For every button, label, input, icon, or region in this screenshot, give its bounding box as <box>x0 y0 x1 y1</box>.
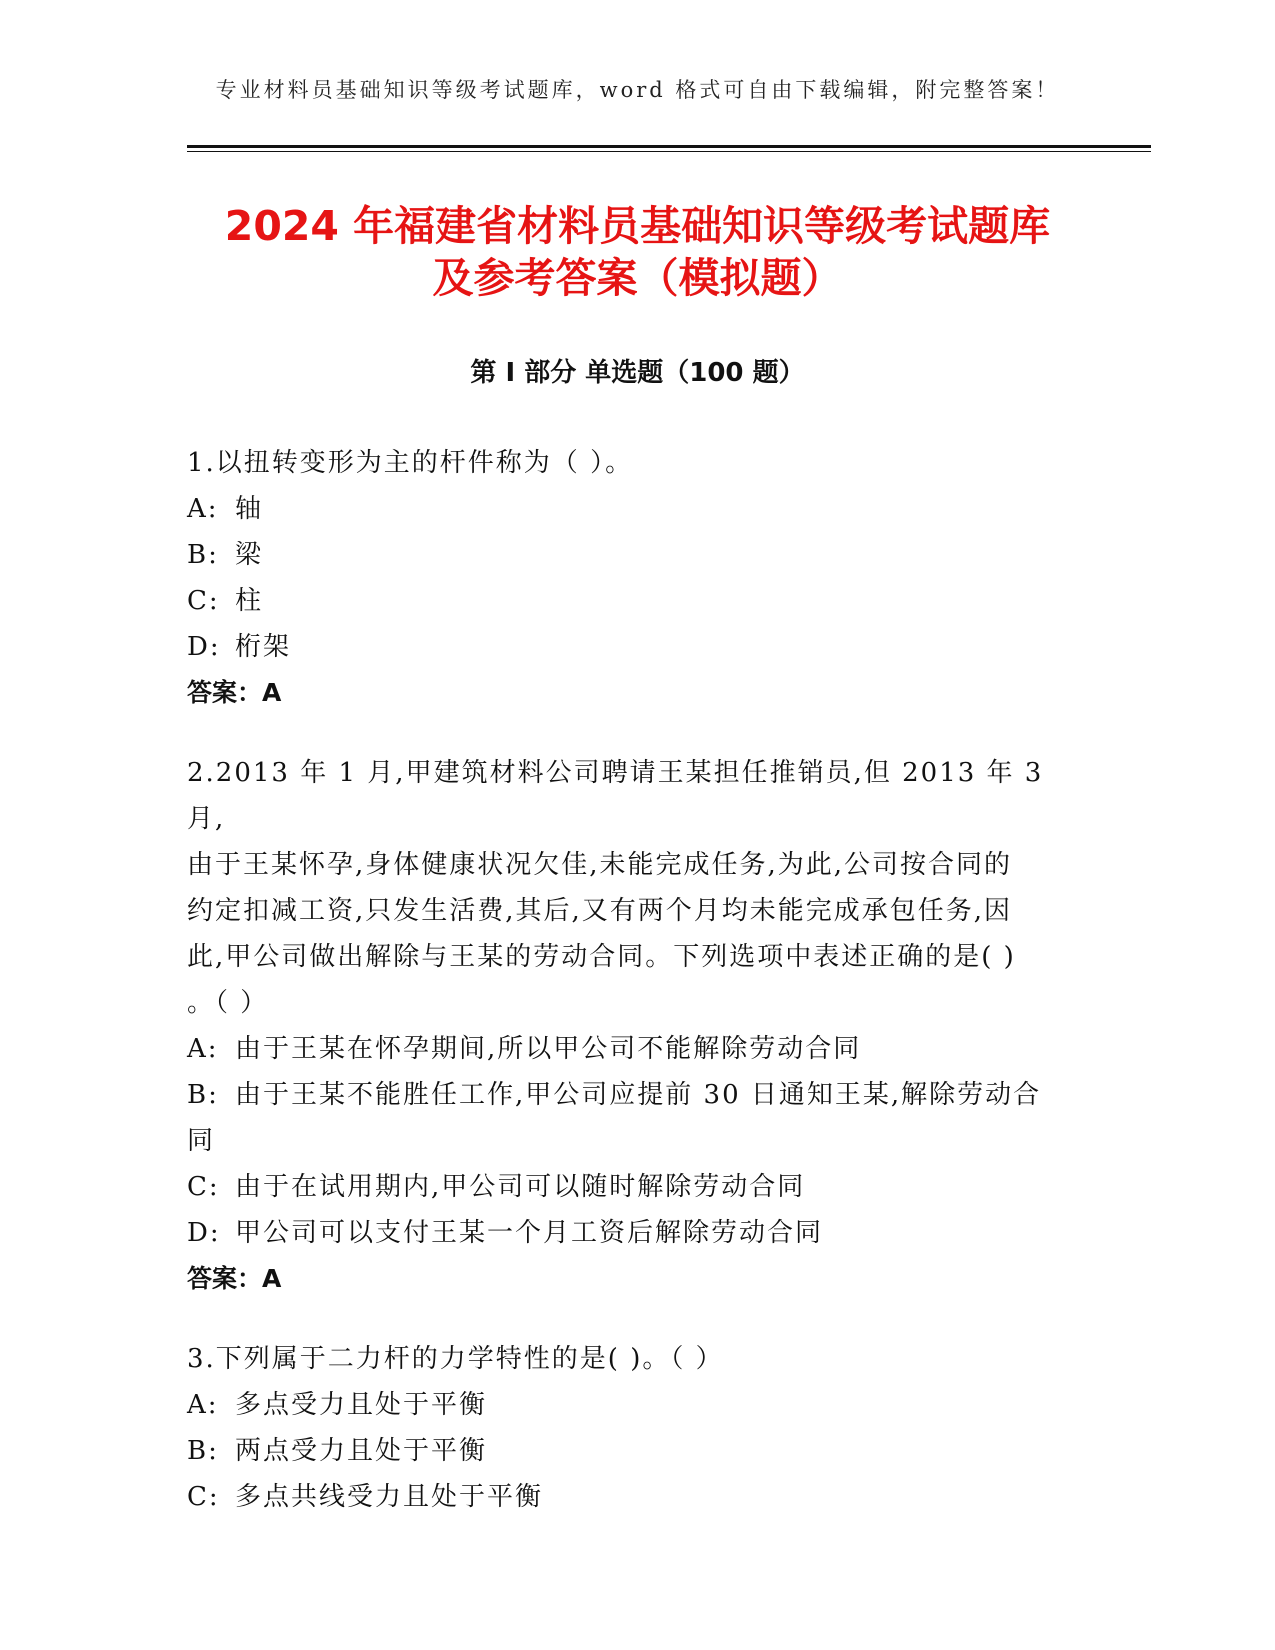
option-text: 由于在试用期内,甲公司可以随时解除劳动合同 <box>235 1172 806 1202</box>
option-text: 桁架 <box>235 632 292 662</box>
question-3 <box>187 1336 1067 1520</box>
option-text: 多点受力且处于平衡 <box>235 1390 488 1420</box>
option-text: 同 <box>187 1126 216 1156</box>
header-note: 专业材料员基础知识等级考试题库，word 格式可自由下载编辑，附完整答案！ <box>215 78 1060 102</box>
question-stem-line: 1.以扭转变形为主的杆件称为（ ）。 <box>187 448 634 478</box>
option-key: B: <box>187 540 219 570</box>
option-text: 由于王某不能胜任工作,甲公司应提前 30 日通知王某,解除劳动合 <box>235 1080 1042 1110</box>
option-key: B: <box>187 1436 219 1466</box>
option-text: 甲公司可以支付王某一个月工资后解除劳动合同 <box>235 1218 824 1248</box>
answer-option <box>187 532 1067 578</box>
question-stem-line: 约定扣减工资,只发生活费,其后,又有两个月均未能完成承包任务,因 <box>187 896 1013 926</box>
answer-option <box>187 1382 1067 1428</box>
question-stem-line: 此,甲公司做出解除与王某的劳动合同。下列选项中表述正确的是( ) <box>187 942 1016 972</box>
answer-key: 答案：A <box>187 678 282 707</box>
answer-option <box>187 1118 1067 1164</box>
question-1 <box>187 440 1067 716</box>
option-text: 梁 <box>235 540 264 570</box>
answer-option <box>187 1164 1067 1210</box>
answer-key: 答案：A <box>187 1264 282 1293</box>
answer-option <box>187 578 1067 624</box>
answer-option <box>187 1072 1067 1118</box>
answer-option <box>187 1474 1067 1520</box>
option-key: B: <box>187 1080 219 1110</box>
option-key: C: <box>187 586 220 616</box>
option-key: A: <box>187 1390 219 1420</box>
header-rule-thick <box>187 145 1151 148</box>
option-key: A: <box>187 494 219 524</box>
option-text: 柱 <box>235 586 264 616</box>
answer-option <box>187 1210 1067 1256</box>
option-text: 多点共线受力且处于平衡 <box>235 1482 544 1512</box>
option-text: 由于王某在怀孕期间,所以甲公司不能解除劳动合同 <box>235 1034 862 1064</box>
question-stem-line: 3.下列属于二力杆的力学特性的是( )。（ ） <box>187 1344 724 1374</box>
title-line-2: 及参考答案（模拟题） <box>432 254 843 302</box>
header-rule-thin <box>187 151 1151 152</box>
question-stem-line: 2.2013 年 1 月,甲建筑材料公司聘请王某担任推销员,但 2013 年 3 月, <box>187 758 1044 834</box>
answer-option <box>187 624 1067 670</box>
option-key: A: <box>187 1034 219 1064</box>
option-text: 两点受力且处于平衡 <box>235 1436 488 1466</box>
question-2 <box>187 750 1067 1302</box>
document-title <box>140 200 1135 304</box>
option-key: D: <box>187 1218 221 1248</box>
answer-option <box>187 486 1067 532</box>
option-key: C: <box>187 1172 220 1202</box>
option-text: 轴 <box>235 494 264 524</box>
question-list <box>187 440 1067 1554</box>
option-key: C: <box>187 1482 220 1512</box>
question-stem-line: 由于王某怀孕,身体健康状况欠佳,未能完成任务,为此,公司按合同的 <box>187 850 1013 880</box>
answer-option <box>187 1428 1067 1474</box>
answer-option <box>187 1026 1067 1072</box>
option-key: D: <box>187 632 221 662</box>
title-line-1: 2024 年福建省材料员基础知识等级考试题库 <box>224 202 1051 250</box>
section-heading: 第 I 部分 单选题（100 题） <box>470 358 805 388</box>
question-stem-line: 。（ ） <box>187 988 269 1018</box>
